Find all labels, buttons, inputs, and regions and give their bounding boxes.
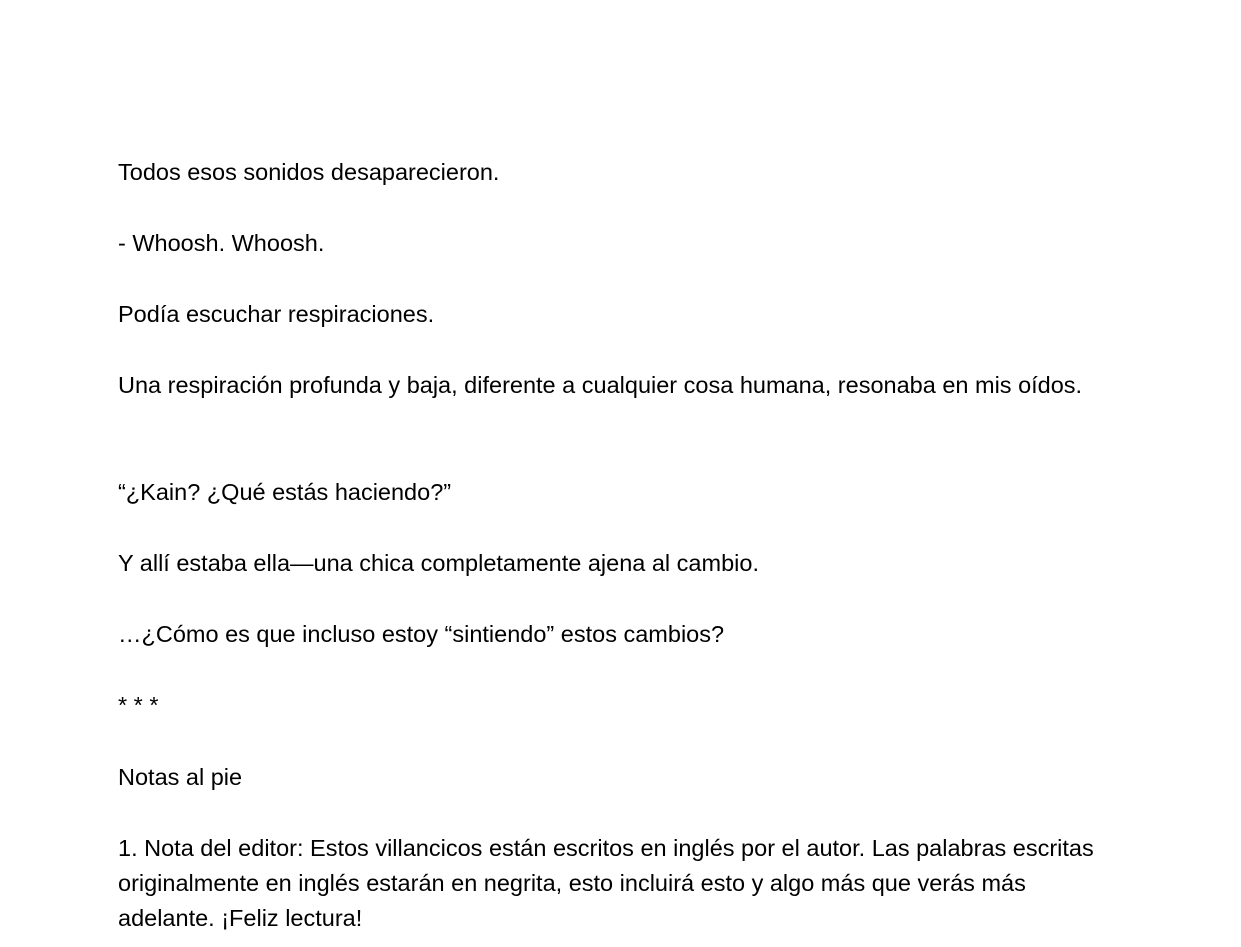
footnote-1: 1. Nota del editor: Estos villancicos están escritos en inglés por el autor. Las palabras escritas originalmente en inglés estarán en negrita, esto incluirá esto y algo más que verás más adelante. ¡Feliz lectura! [118,835,1094,931]
paragraph-5: “¿Kain? ¿Qué estás haciendo?” [118,479,452,505]
section-divider: * * * [118,692,159,718]
paragraph-2: - Whoosh. Whoosh. [118,230,325,256]
paragraph-4: Una respiración profunda y baja, diferente a cualquier cosa humana, resonaba en mis oídos. [118,372,1083,398]
paragraph-7: …¿Cómo es que incluso estoy “sintiendo” estos cambios? [118,621,725,647]
paragraph-6: Y allí estaba ella—una chica completamente ajena al cambio. [118,550,759,576]
paragraph-3: Podía escuchar respiraciones. [118,301,435,327]
paragraph-1: Todos esos sonidos desaparecieron. [118,159,500,185]
footnotes-heading: Notas al pie [118,764,243,790]
